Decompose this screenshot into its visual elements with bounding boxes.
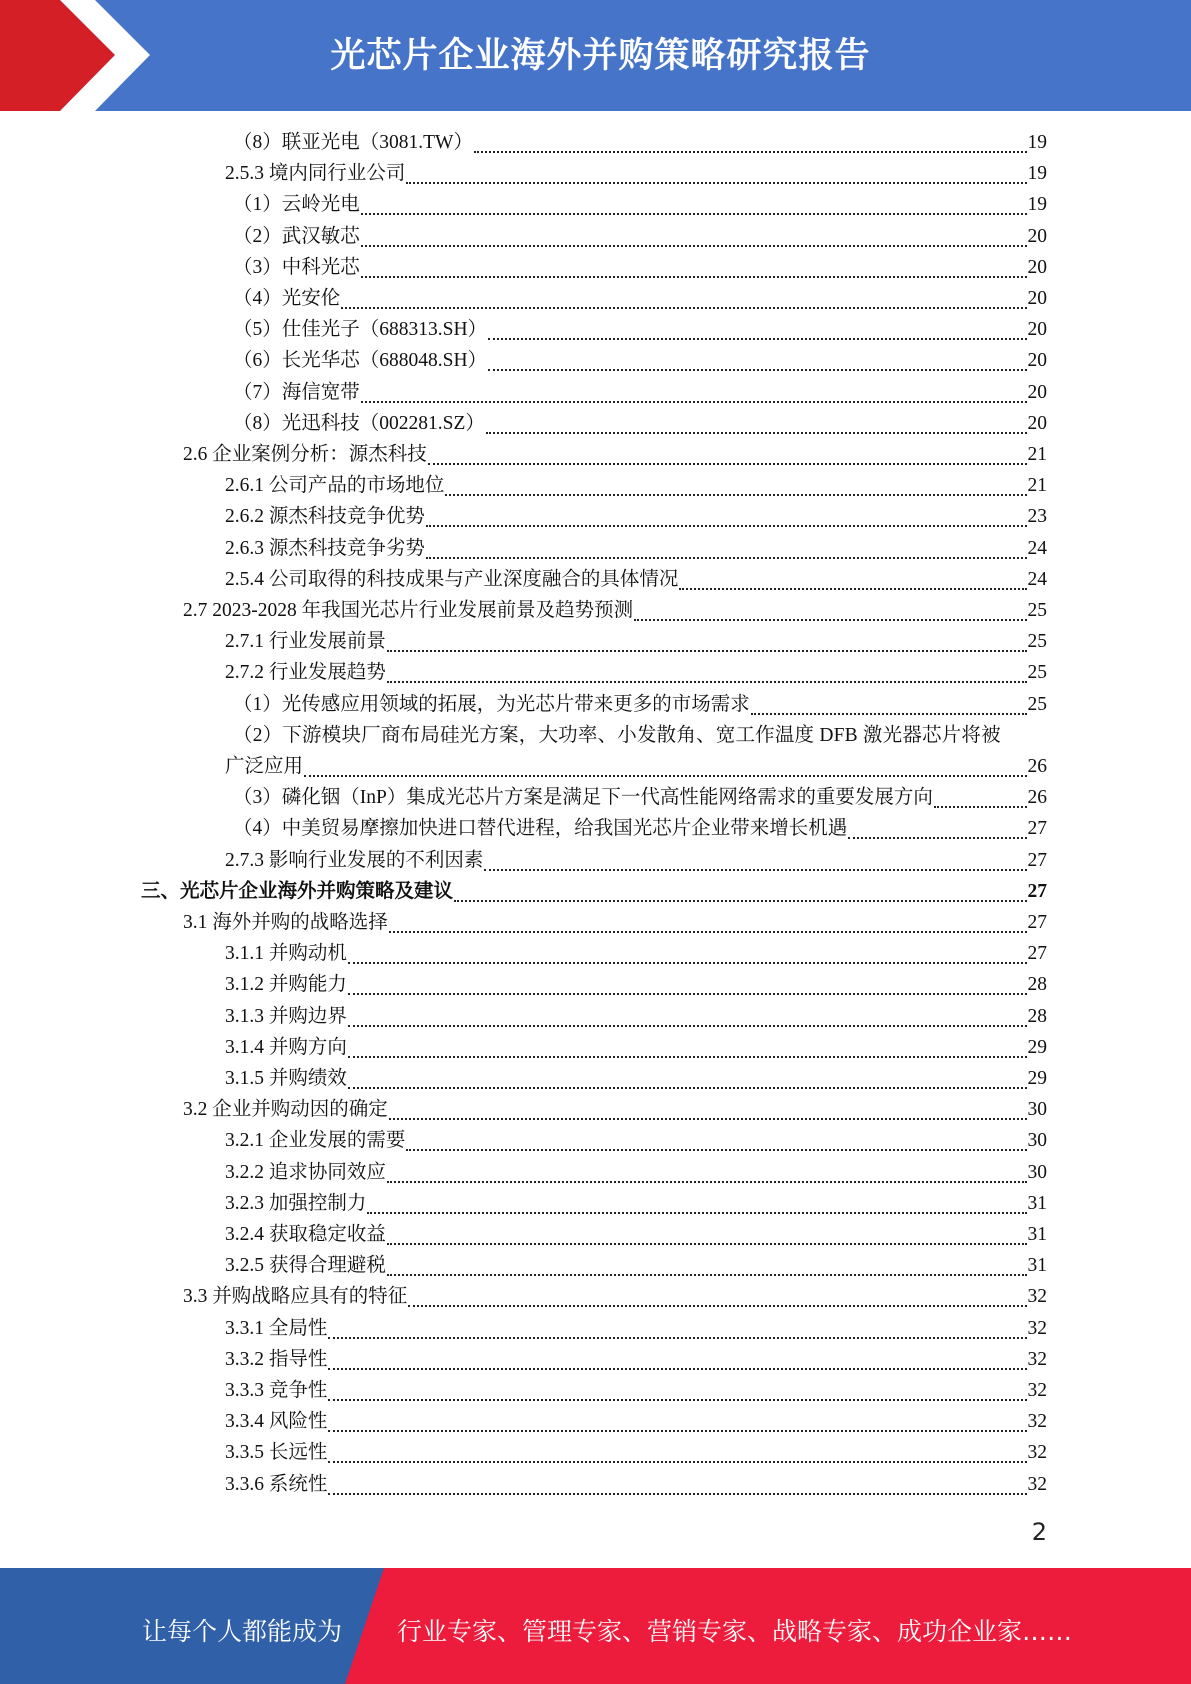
toc-leader-dots: [328, 1461, 1026, 1463]
toc-entry-page: 32: [1027, 1473, 1047, 1495]
toc-leader-dots: [387, 1243, 1027, 1245]
toc-entry[interactable]: [225, 1406, 1047, 1437]
toc-leader-dots: [848, 837, 1026, 839]
toc-entry[interactable]: [233, 189, 1047, 220]
toc-leader-dots: [341, 307, 1026, 309]
toc-entry[interactable]: [225, 564, 1047, 595]
toc-entry-page: 21: [1027, 475, 1047, 497]
toc-entry-page: 27: [1027, 818, 1047, 840]
toc-entry-page: 19: [1027, 132, 1047, 153]
toc-entry-page: 32: [1027, 1286, 1047, 1308]
toc-entry-page: 27: [1027, 943, 1047, 965]
toc-leader-dots: [634, 619, 1026, 621]
toc-entry[interactable]: [225, 1001, 1047, 1032]
toc-entry[interactable]: [225, 1437, 1047, 1468]
toc-entry[interactable]: [225, 1032, 1047, 1063]
toc-entry[interactable]: [225, 1157, 1047, 1188]
toc-entry-page: 20: [1027, 381, 1047, 403]
toc-entry-label: 3.1.4 并购方向: [225, 1036, 347, 1058]
toc-entry-label: （2）武汉敏芯: [233, 225, 360, 247]
toc-entry-label: 广泛应用: [225, 756, 304, 777]
toc-entry-page: 26: [1027, 787, 1047, 809]
toc-entry-page: 20: [1027, 412, 1047, 434]
toc-entry[interactable]: [183, 1281, 1047, 1312]
toc-leader-dots: [361, 276, 1027, 278]
toc-entry-page: 20: [1027, 350, 1047, 372]
toc-entry[interactable]: [225, 470, 1047, 501]
toc-entry-label: （1）光传感应用领域的拓展，为光芯片带来更多的市场需求: [233, 693, 750, 715]
footer-slogan-right: 行业专家、管理专家、营销专家、战略专家、成功企业家……: [397, 1617, 1073, 1646]
toc-leader-dots: [406, 182, 1026, 184]
toc-entry-label: 3.3 并购战略应具有的特征: [183, 1286, 408, 1308]
toc-entry-page: 26: [1027, 756, 1047, 777]
toc-entry[interactable]: [233, 127, 1047, 158]
toc-leader-dots: [408, 1305, 1026, 1307]
toc-entry[interactable]: [233, 408, 1047, 439]
toc-entry[interactable]: [233, 377, 1047, 408]
toc-entry-page: 19: [1027, 163, 1047, 185]
toc-entry[interactable]: [233, 345, 1047, 376]
page-number: 2: [1031, 1518, 1047, 1546]
toc-entry-label: 2.7 2023-2028 年我国光芯片行业发展前景及趋势预测: [183, 600, 634, 621]
toc-entry[interactable]: [225, 626, 1047, 657]
toc-leader-dots: [488, 369, 1026, 371]
toc-entry-label: （8）联亚光电（3081.TW）: [233, 132, 473, 153]
toc-entry[interactable]: [233, 252, 1047, 283]
toc-entry-page: 23: [1027, 506, 1047, 528]
toc-entry-label: （3）磷化铟（InP）集成光芯片方案是满足下一代高性能网络需求的重要发展方向: [233, 787, 933, 809]
toc-leader-dots: [328, 1368, 1026, 1370]
toc-entry-page: 27: [1027, 880, 1047, 902]
toc-entry-page: 28: [1027, 974, 1047, 996]
toc-entry[interactable]: [183, 907, 1047, 938]
toc-leader-dots: [454, 900, 1026, 902]
toc-entry[interactable]: [225, 1344, 1047, 1375]
toc-entry-label: 2.6.2 源杰科技竞争优势: [225, 506, 425, 528]
toc-leader-dots: [387, 1181, 1027, 1183]
toc-entry-page: 27: [1027, 912, 1047, 933]
toc-entry-label: 3.1.2 并购能力: [225, 974, 347, 996]
toc-leader-dots: [679, 588, 1026, 590]
toc-leader-dots: [361, 401, 1027, 403]
toc-entry-page: 20: [1027, 256, 1047, 278]
toc-leader-dots: [328, 1337, 1026, 1339]
footer-slogan-left: 让每个人都能成为: [142, 1617, 343, 1646]
toc-leader-dots: [426, 557, 1027, 559]
toc-entry-page: 32: [1027, 1442, 1047, 1464]
toc-entry-page: 20: [1027, 319, 1047, 341]
toc-entry-page: 31: [1027, 1192, 1047, 1214]
report-footer: [0, 1568, 1191, 1684]
toc-entry-label: （7）海信宽带: [233, 381, 360, 403]
toc-leader-dots: [361, 245, 1027, 247]
toc-entry-page: 31: [1027, 1255, 1047, 1277]
toc-entry-label: 2.7.1 行业发展前景: [225, 631, 386, 653]
toc-entry[interactable]: [225, 158, 1047, 189]
toc-entry[interactable]: [225, 751, 1047, 782]
toc-entry-label: 2.6 企业案例分析：源杰科技: [183, 444, 427, 465]
toc-entry[interactable]: [225, 1219, 1047, 1250]
toc-entry-label: 2.7.3 影响行业发展的不利因素: [225, 849, 484, 871]
toc-leader-dots: [304, 775, 1026, 777]
toc-entry-page: 28: [1027, 1005, 1047, 1027]
toc-leader-dots: [389, 931, 1027, 933]
toc-leader-dots: [367, 1212, 1026, 1214]
toc-entry-label: 2.5.4 公司取得的科技成果与产业深度融合的具体情况: [225, 568, 679, 590]
toc-entry-page: 32: [1027, 1348, 1047, 1370]
toc-entry-label: （1）云岭光电: [233, 194, 360, 216]
toc-entry-label: 三、光芯片企业海外并购策略及建议: [141, 880, 454, 902]
toc-entry-label: 3.2.4 获取稳定收益: [225, 1224, 386, 1245]
toc-entry-page: 25: [1027, 600, 1047, 621]
toc-entry-page: 27: [1027, 849, 1047, 871]
toc-entry-label: 2.6.1 公司产品的市场地位: [225, 475, 445, 497]
toc-entry[interactable]: [225, 657, 1047, 688]
toc-leader-dots: [387, 650, 1027, 652]
toc-entry-label: （8）光迅科技（002281.SZ）: [233, 412, 485, 434]
toc-leader-dots: [389, 1118, 1027, 1120]
toc-entry[interactable]: [225, 501, 1047, 532]
toc-entry-label: 3.1.3 并购边界: [225, 1005, 347, 1027]
toc-entry[interactable]: [183, 439, 1047, 470]
report-title: 光芯片企业海外并购策略研究报告: [330, 36, 871, 76]
toc-entry-label: 3.1 海外并购的战略选择: [183, 912, 388, 933]
toc-entry-page: 32: [1027, 1380, 1047, 1401]
toc-entry-page: 24: [1027, 568, 1047, 590]
toc-entry-page: 32: [1027, 1317, 1047, 1339]
toc-entry[interactable]: [225, 1313, 1047, 1344]
toc-leader-dots: [328, 1493, 1026, 1495]
toc-entry-page: 30: [1027, 1161, 1047, 1183]
toc-entry[interactable]: [225, 938, 1047, 969]
toc-entry-label: 3.1.5 并购绩效: [225, 1068, 347, 1089]
toc-entry[interactable]: [233, 314, 1047, 345]
toc-leader-dots: [387, 681, 1027, 683]
toc-entry-label[interactable]: （2）下游模块厂商布局硅光方案，大功率、小发散角、宽工作温度 DFB 激光器芯片将被: [233, 724, 1001, 746]
toc-entry-page: 25: [1027, 693, 1047, 715]
toc-entry[interactable]: [183, 595, 1047, 626]
toc-entry-page: 20: [1027, 225, 1047, 247]
toc-entry[interactable]: [225, 1188, 1047, 1219]
toc-leader-dots: [428, 463, 1027, 465]
toc-entry-label: 3.2.5 获得合理避税: [225, 1255, 386, 1277]
toc-leader-dots: [751, 713, 1027, 715]
toc-entry-label: 3.3.5 长远性: [225, 1442, 328, 1464]
toc-entry[interactable]: [233, 782, 1047, 813]
toc-leader-dots: [406, 1149, 1026, 1151]
toc-entry[interactable]: [183, 1094, 1047, 1125]
toc-leader-dots: [328, 1430, 1026, 1432]
toc-entry[interactable]: [233, 813, 1047, 844]
toc-leader-dots: [361, 213, 1027, 215]
toc-entry[interactable]: [233, 283, 1047, 314]
toc-entry-label: 3.1.1 并购动机: [225, 943, 347, 965]
toc-leader-dots: [488, 338, 1026, 340]
toc-entry-label: 3.2 企业并购动因的确定: [183, 1099, 388, 1121]
toc-leader-dots: [445, 494, 1026, 496]
toc-entry-label: （4）光安伦: [233, 288, 341, 309]
toc-entry-page: 32: [1027, 1411, 1047, 1433]
toc-leader-dots: [426, 525, 1027, 527]
toc-leader-dots: [474, 151, 1027, 153]
toc-leader-dots: [348, 1056, 1027, 1058]
toc-entry[interactable]: [225, 1125, 1047, 1156]
toc-leader-dots: [348, 993, 1027, 995]
toc-entry-label: （3）中科光芯: [233, 256, 360, 278]
toc-entry-label: （4）中美贸易摩擦加快进口替代进程，给我国光芯片企业带来增长机遇: [233, 818, 848, 840]
toc-entry-page: 24: [1027, 537, 1047, 559]
toc-entry-page: 20: [1027, 288, 1047, 309]
toc-entry-page: 29: [1027, 1068, 1047, 1089]
toc-entry-label: 3.3.6 系统性: [225, 1473, 328, 1495]
toc-entry-page: 21: [1027, 444, 1047, 465]
toc-entry-page: 30: [1027, 1130, 1047, 1152]
toc-entry-page: 19: [1027, 194, 1047, 216]
toc-entry-label: （6）长光华芯（688048.SH）: [233, 350, 488, 372]
toc-entry[interactable]: [225, 1063, 1047, 1094]
toc-entry-page: 25: [1027, 662, 1047, 684]
toc-entry-label: 3.3.4 风险性: [225, 1411, 328, 1433]
toc-entry-page: 30: [1027, 1099, 1047, 1121]
toc-entry-label: 2.6.3 源杰科技竞争劣势: [225, 537, 425, 559]
toc-entry[interactable]: [225, 845, 1047, 876]
toc-entry-label: 3.3.2 指导性: [225, 1348, 328, 1370]
toc-leader-dots: [484, 869, 1026, 871]
toc-leader-dots: [934, 806, 1027, 808]
toc-entry[interactable]: [225, 1375, 1047, 1406]
report-header: [0, 0, 1191, 111]
toc-entry[interactable]: [225, 969, 1047, 1000]
toc-entry-page: 29: [1027, 1036, 1047, 1058]
toc-entry-label: 3.2.2 追求协同效应: [225, 1161, 386, 1183]
toc-entry-label: 2.5.3 境内同行业公司: [225, 163, 406, 185]
toc-entry-label: 2.7.2 行业发展趋势: [225, 662, 386, 684]
toc-leader-dots: [328, 1399, 1026, 1401]
toc-entry-page: 25: [1027, 631, 1047, 653]
toc-entry-page: 31: [1027, 1224, 1047, 1245]
toc-entry-label: 3.3.3 竞争性: [225, 1380, 328, 1401]
toc-leader-dots: [348, 962, 1027, 964]
toc-entry-label: 3.2.1 企业发展的需要: [225, 1130, 406, 1152]
toc-entry[interactable]: [225, 533, 1047, 564]
toc-entry-label: （5）仕佳光子（688313.SH）: [233, 319, 488, 341]
toc-entry[interactable]: [233, 221, 1047, 252]
toc-entry-label: 3.3.1 全局性: [225, 1317, 328, 1339]
toc-leader-dots: [348, 1087, 1027, 1089]
toc-chapter-entry[interactable]: [141, 876, 1047, 907]
toc-leader-dots: [348, 1025, 1027, 1027]
toc-entry[interactable]: [225, 1250, 1047, 1281]
toc-leader-dots: [486, 432, 1027, 434]
toc-entry[interactable]: [233, 689, 1047, 720]
toc-leader-dots: [387, 1274, 1027, 1276]
toc-entry-label: 3.2.3 加强控制力: [225, 1192, 367, 1214]
toc-entry[interactable]: [225, 1469, 1047, 1500]
